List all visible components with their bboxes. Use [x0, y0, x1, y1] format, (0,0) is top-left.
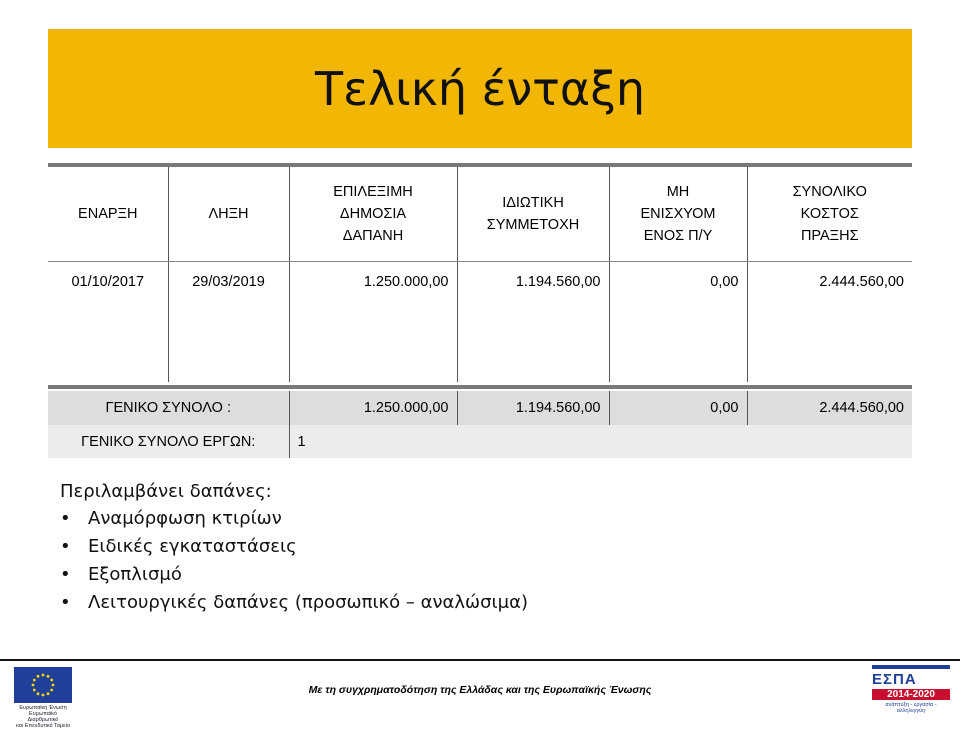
bullet: • [60, 536, 71, 557]
header-public-expense: ΕΠΙΛΕΞΙΜΗ ΔΗΜΟΣΙΑ ΔΑΠΑΝΗ [289, 167, 457, 262]
expenses-lead: Περιλαμβάνει δαπάνες: [60, 481, 272, 502]
list-item: • Ειδικές εγκαταστάσεις [60, 536, 297, 557]
cell-end: 29/03/2019 [168, 262, 289, 383]
grand-total-row [48, 391, 912, 425]
grand-total-public-expense: 1.250.000,00 [289, 391, 457, 425]
espa-flag-stripe [872, 665, 950, 669]
cofunding-text: Με τη συγχρηματοδότηση της Ελλάδας και της Ευρωπαϊκής Ένωσης [308, 684, 652, 696]
list-item: • Εξοπλισμό [60, 564, 182, 585]
header-private-participation: ΙΔΙΩΤΙΚΗ ΣΥΜΜΕΤΟΧΗ [457, 167, 609, 262]
list-item: • Αναμόρφωση κτιρίων [60, 508, 282, 529]
list-item: • Λειτουργικές δαπάνες (προσωπικό – αναλώσιμα) [60, 592, 528, 613]
eu-logo-caption: Ευρωπαϊκή Ένωση Ευρωπαϊκό Διαρθρωτικό και Επενδυτικό Ταμείο [16, 705, 70, 729]
header-start: ΕΝΑΡΞΗ [48, 167, 168, 262]
project-details-table [48, 167, 912, 382]
bullet: • [60, 592, 71, 613]
grand-total-non-subsidized: 0,00 [609, 391, 747, 425]
projects-total-label: ΓΕΝΙΚΟ ΣΥΝΟΛΟ ΕΡΓΩΝ: [48, 425, 289, 458]
title-band [48, 29, 912, 148]
bullet: • [60, 508, 71, 529]
cell-start: 01/10/2017 [48, 262, 168, 383]
espa-logo [872, 665, 950, 714]
cell-non-subsidized: 0,00 [609, 262, 747, 383]
espa-wordmark: ΕΣΠΑ [872, 671, 917, 688]
table-row [48, 262, 912, 383]
page-title: Τελική ένταξη [314, 61, 646, 116]
table-header-row [48, 167, 912, 262]
grand-total-label: ΓΕΝΙΚΟ ΣΥΝΟΛΟ : [48, 391, 289, 425]
header-total-cost: ΣΥΝΟΛΙΚΟ ΚΟΣΤΟΣ ΠΡΑΞΗΣ [747, 167, 912, 262]
projects-total-row [48, 425, 912, 458]
espa-tagline: ανάπτυξη - εργασία - αλληλεγγύη [885, 702, 937, 714]
cell-private-participation: 1.194.560,00 [457, 262, 609, 383]
header-end: ΛΗΞΗ [168, 167, 289, 262]
cell-public-expense: 1.250.000,00 [289, 262, 457, 383]
projects-total-count: 1 [289, 425, 912, 458]
grand-total-cost: 2.444.560,00 [747, 391, 912, 425]
expenses-list [60, 508, 528, 613]
grand-total-private-participation: 1.194.560,00 [457, 391, 609, 425]
cell-total-cost: 2.444.560,00 [819, 274, 904, 290]
header-non-subsidized: ΜΗ ΕΝΙΣΧΥΟΜ ΕΝΟΣ Π/Υ [609, 167, 747, 262]
espa-years: 2014-2020 [872, 689, 950, 700]
expenses-text [60, 481, 528, 620]
totals-table [48, 391, 912, 458]
project-table [48, 163, 912, 461]
totals-top-rule [48, 385, 912, 389]
bullet: • [60, 564, 71, 585]
footer-rule [0, 659, 960, 661]
